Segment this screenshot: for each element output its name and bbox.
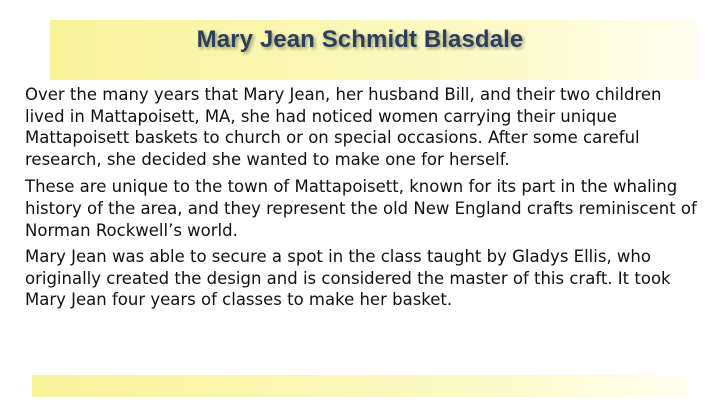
slide-body [25,84,697,311]
bottom-accent-bar [32,375,688,397]
slide-title: Mary Jean Schmidt Blasdale [196,26,524,53]
body-paragraph-1: Over the many years that Mary Jean, her husband Bill, and their two children lived in Mattapoisett, MA, she had noticed women carrying their unique Mattapoisett baskets to church or on special occasions. After some careful research, she decided she wanted to make one for herself. [25,85,662,169]
body-paragraph-2: These are unique to the town of Mattapoisett, known for its part in the whaling history of the area, and they represent the old New England crafts reminiscent of Norman Rockwell’s world. [25,177,697,240]
body-paragraph-3: Mary Jean was able to secure a spot in the class taught by Gladys Ellis, who originally created the design and is considered the master of this craft. It took Mary Jean four years of classes to make her basket. [25,247,671,310]
